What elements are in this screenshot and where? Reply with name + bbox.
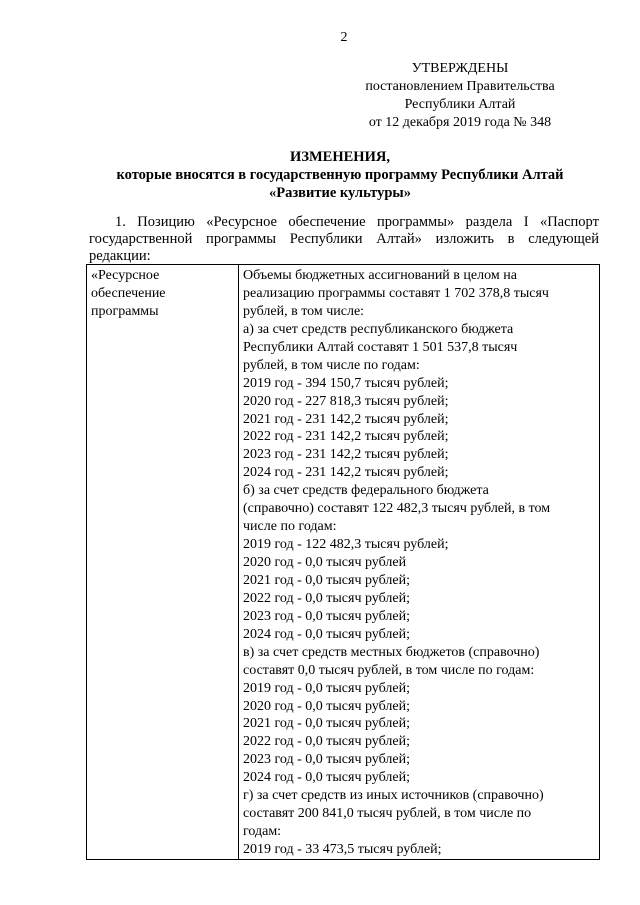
table-row: [87, 265, 600, 860]
funding-line: 2024 год - 0,0 тысяч рублей;: [243, 770, 410, 786]
funding-line: 2019 год - 0,0 тысяч рублей;: [243, 680, 410, 696]
funding-line: 2019 год - 122 482,3 тысяч рублей;: [243, 537, 449, 553]
heading-program-name: «Развитие культуры»: [268, 185, 411, 201]
intro-word: I: [523, 214, 529, 230]
funding-line: 2022 год - 0,0 тысяч рублей;: [243, 590, 410, 606]
intro-line-1: [89, 214, 599, 231]
page-number: 2: [340, 30, 348, 45]
intro-word: Позицию: [137, 214, 195, 230]
funding-line: 2019 год - 33 473,5 тысяч рублей;: [243, 842, 442, 857]
intro-line-3: редакции:: [89, 248, 151, 264]
funding-line: 2024 год - 231 142,2 тысяч рублей;: [243, 465, 449, 481]
position-name-cell: [87, 265, 239, 860]
funding-line: 2020 год - 0,0 тысяч рублей: [243, 555, 407, 570]
funding-line: годам:: [243, 824, 282, 840]
approval-block: [330, 60, 590, 132]
position-name-line: программы: [91, 303, 159, 319]
funding-line: составят 0,0 тысяч рублей, в том числе по годам:: [243, 662, 535, 678]
funding-line: 2021 год - 0,0 тысяч рублей;: [243, 716, 410, 732]
intro-paragraph: [89, 214, 599, 265]
funding-line: реализацию программы составят 1 702 378,8 тысяч: [243, 285, 549, 301]
funding-line: а) за счет средств республиканского бюджета: [243, 321, 514, 337]
funding-line: 2021 год - 231 142,2 тысяч рублей;: [243, 411, 449, 427]
approval-line: Республики Алтай: [404, 97, 516, 112]
approval-line: УТВЕРЖДЕНЫ: [411, 61, 509, 76]
position-name-line: «Ресурсное: [91, 268, 160, 283]
funding-line: 2023 год - 0,0 тысяч рублей;: [243, 752, 410, 768]
intro-word: обеспечение: [288, 214, 366, 230]
funding-line: в) за счет средств местных бюджетов (справочно): [243, 644, 540, 660]
funding-line: 2022 год - 231 142,2 тысяч рублей;: [243, 429, 449, 445]
funding-line: Объемы бюджетных ассигнований в целом на: [243, 268, 517, 283]
funding-line: 2024 год - 0,0 тысяч рублей;: [243, 626, 410, 642]
funding-details-cell: [239, 265, 600, 860]
intro-line-2: государственной программы Республики Алтай» изложить в следующей: [89, 231, 599, 247]
funding-line: б) за счет средств федерального бюджета: [243, 483, 489, 499]
funding-line: Республики Алтай составят 1 501 537,8 тысяч: [243, 339, 518, 355]
approval-line: от 12 декабря 2019 года № 348: [368, 115, 552, 130]
funding-line: 2019 год - 394 150,7 тысяч рублей;: [243, 375, 449, 391]
approval-line: постановлением Правительства: [365, 79, 555, 94]
funding-line: 2023 год - 0,0 тысяч рублей;: [243, 608, 410, 624]
funding-line: рублей, в том числе:: [243, 303, 365, 319]
funding-line: рублей, в том числе по годам:: [243, 357, 420, 373]
heading-title: ИЗМЕНЕНИЯ,: [290, 149, 390, 165]
funding-line: составят 200 841,0 тысяч рублей, в том числе по: [243, 806, 532, 822]
funding-line: 2021 год - 0,0 тысяч рублей;: [243, 572, 410, 588]
intro-word: «Ресурсное: [206, 214, 277, 230]
funding-line: 2020 год - 227 818,3 тысяч рублей;: [243, 393, 449, 409]
funding-line: 2022 год - 0,0 тысяч рублей;: [243, 734, 410, 750]
heading-subtitle: которые вносятся в государственную программу Республики Алтай: [116, 167, 564, 183]
funding-line: г) за счет средств из иных источников (справочно): [243, 788, 544, 804]
intro-word: «Паспорт: [539, 214, 599, 230]
resource-table: [86, 264, 600, 860]
position-name-line: обеспечение: [91, 285, 166, 301]
intro-word: программы»: [376, 214, 455, 230]
funding-line: (справочно) составят 122 482,3 тысяч рублей, в том: [243, 501, 551, 517]
document-heading: [60, 148, 620, 202]
intro-word: 1.: [115, 214, 126, 230]
funding-line: числе по годам:: [243, 519, 337, 535]
funding-line: 2020 год - 0,0 тысяч рублей;: [243, 698, 410, 714]
funding-line: 2023 год - 231 142,2 тысяч рублей;: [243, 447, 449, 463]
intro-word: раздела: [465, 214, 513, 230]
